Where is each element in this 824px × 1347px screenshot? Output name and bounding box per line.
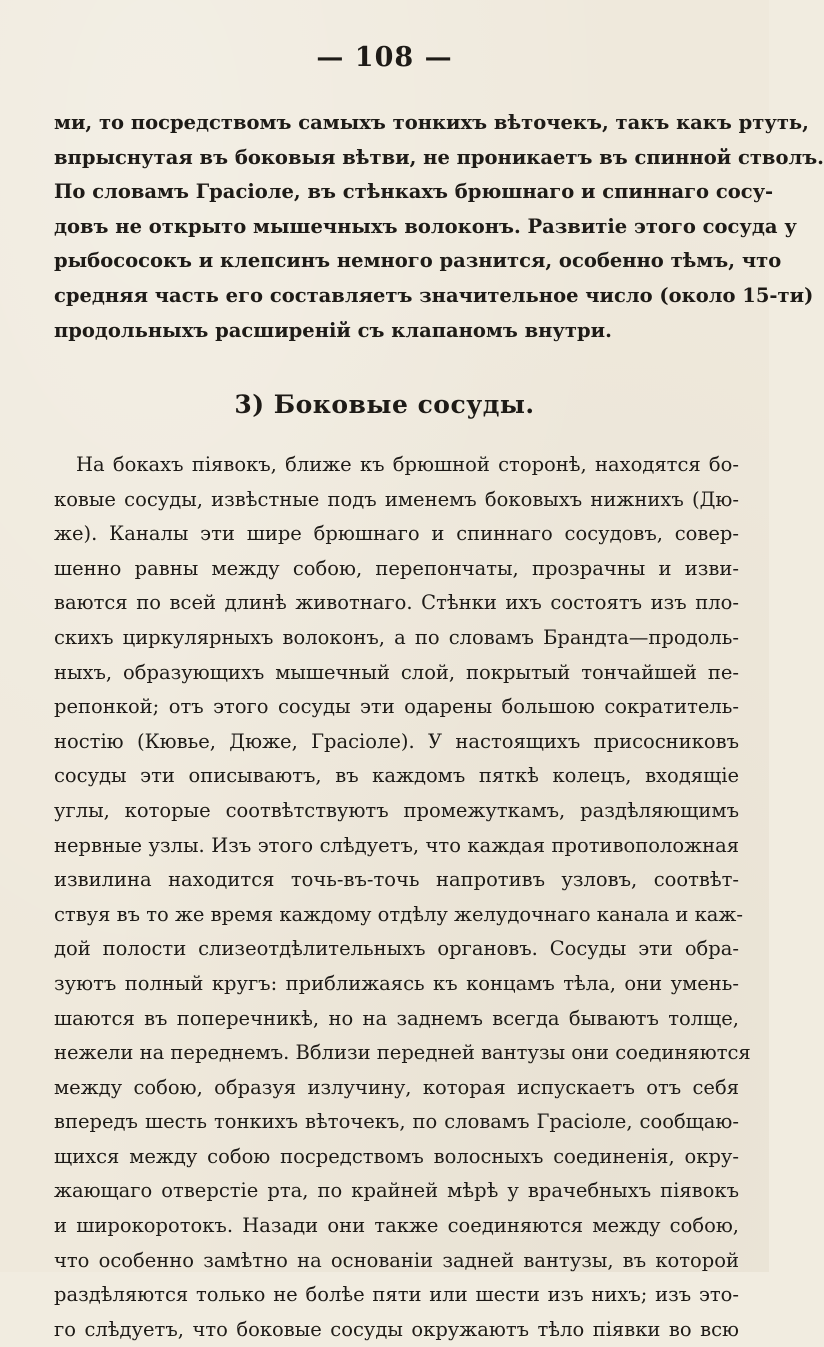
paragraph-continuation <box>54 106 824 348</box>
text-line: довъ не открыто мышечныхъ волоконъ. Развитіе этого сосуда у <box>54 214 797 238</box>
text-line: и широкоротокъ. Назади они также соединяются между собою, <box>54 1214 739 1238</box>
text-line: нежели на переднемъ. Вблизи передней вантузы они соединяются <box>54 1041 751 1065</box>
text-line: ваются по всей длинѣ животнаго. Стѣнки ихъ состоятъ изъ пло- <box>54 591 739 615</box>
text-line: го слѣдуетъ, что боковые сосуды окружаютъ тѣло піявки во всю <box>54 1317 739 1341</box>
text-line: раздѣляются только не болѣе пяти или шести изъ нихъ; изъ это- <box>54 1283 739 1307</box>
text-line: между собою, образуя излучину, которая испускаетъ отъ себя <box>54 1075 739 1099</box>
text-line: шенно равны между собою, перепончаты, прозрачны и изви- <box>54 556 739 580</box>
text-line: шаются въ поперечникѣ, но на заднемъ всегда бываютъ толще, <box>54 1006 739 1030</box>
page-number: — 108 — <box>316 42 453 73</box>
text-line: ностію (Кювье, Дюже, Грасіоле). У настоящихъ присосниковъ <box>54 729 739 753</box>
text-line: ковые сосуды, извѣстные подъ именемъ боковыхъ нижнихъ (Дю- <box>54 487 739 511</box>
text-line: зуютъ полный кругъ: приближаясь къ концамъ тѣла, они умень- <box>54 971 739 995</box>
text-line: скихъ циркулярныхъ волоконъ, а по словамъ Брандта—продоль- <box>54 625 739 649</box>
text-line: впередъ шесть тонкихъ вѣточекъ, по словамъ Грасіоле, сообщаю- <box>54 1110 739 1134</box>
text-line: впрыснутая въ боковыя вѣтви, не проникаетъ въ спинной стволъ. <box>54 145 824 169</box>
text-line: продольныхъ расширеній съ клапаномъ внутри. <box>54 318 612 342</box>
text-line: репонкой; отъ этого сосуды эти одарены большою сократитель- <box>54 695 739 719</box>
text-line: нервные узлы. Изъ этого слѣдуетъ, что каждая противоположная <box>54 833 739 857</box>
text-line: что особенно замѣтно на основаніи задней вантузы, въ которой <box>54 1248 739 1272</box>
text-line: щихся между собою посредствомъ волосныхъ соединенія, окру- <box>54 1144 739 1168</box>
text-line: На бокахъ піявокъ, ближе къ брюшной сторонѣ, находятся бо- <box>76 453 739 476</box>
paragraph-lateral-vessels <box>54 448 751 1347</box>
section-heading: 3) Боковые сосуды. <box>234 390 535 419</box>
text-line: По словамъ Грасіоле, въ стѣнкахъ брюшнаго и спиннаго сосу- <box>54 180 774 204</box>
text-line: средняя часть его составляетъ значительное число (около 15-ти) <box>54 283 814 307</box>
text-line: ныхъ, образующихъ мышечный слой, покрытый тончайшей пе- <box>54 660 739 684</box>
text-line: извилина находится точь-въ-точь напротивъ узловъ, соотвѣт- <box>54 868 739 892</box>
text-line: жающаго отверстіе рта, по крайней мѣрѣ у врачебныхъ піявокъ <box>54 1179 739 1203</box>
text-line: ми, то посредствомъ самыхъ тонкихъ вѣточекъ, такъ какъ ртуть, <box>54 111 809 134</box>
text-line: дой полости слизеотдѣлительныхъ органовъ. Сосуды эти обра- <box>54 937 739 961</box>
text-line: же). Каналы эти шире брюшнаго и спиннаго сосудовъ, совер- <box>54 522 739 546</box>
text-line: ствуя въ то же время каждому отдѣлу желудочнаго канала и каж- <box>54 902 743 926</box>
text-line: рыбососокъ и клепсинъ немного разнится, особенно тѣмъ, что <box>54 249 782 273</box>
text-line: углы, которые соотвѣтствуютъ промежуткамъ, раздѣляющимъ <box>54 798 739 822</box>
text-line: сосуды эти описываютъ, въ каждомъ пяткѣ колецъ, входящіе <box>54 764 739 788</box>
